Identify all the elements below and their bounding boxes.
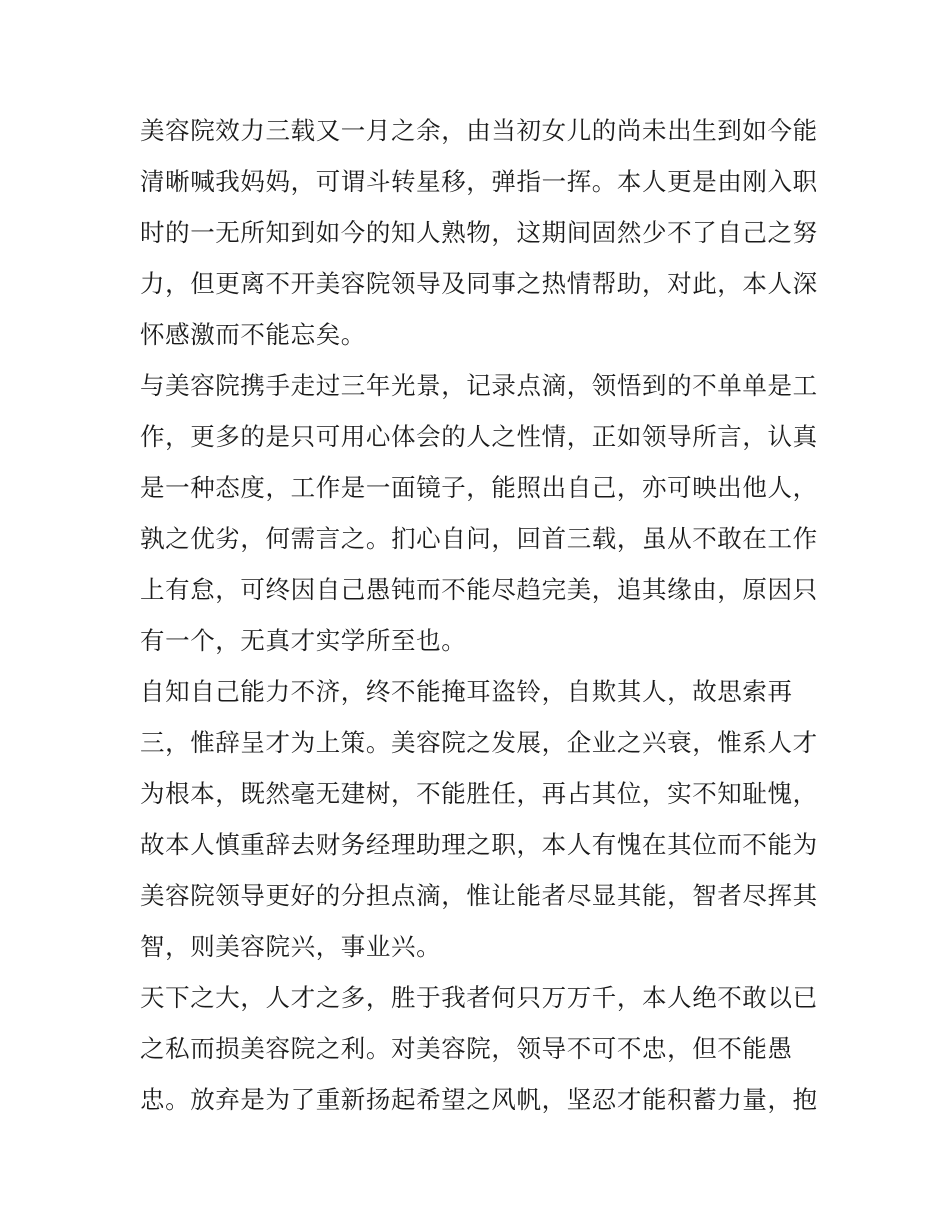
text-line: 忠。放弃是为了重新扬起希望之风帆，坚忍才能积蓄力量，抱	[140, 1085, 818, 1114]
text-line: 力，但更离不开美容院领导及同事之热情帮助，对此，本人深	[140, 269, 818, 298]
text-line: 美容院效力三载又一月之余，由当初女儿的尚未出生到如今能	[140, 116, 818, 145]
text-line: 美容院领导更好的分担点滴，惟让能者尽显其能，智者尽挥其	[140, 881, 818, 910]
text-line: 智，则美容院兴，事业兴。	[140, 932, 442, 961]
text-line: 怀感激而不能忘矣。	[140, 320, 366, 349]
text-line: 三，惟辞呈才为上策。美容院之发展，企业之兴衰，惟系人才	[140, 728, 818, 757]
text-line: 作，更多的是只可用心体会的人之性情，正如领导所言，认真	[140, 422, 818, 451]
text-line: 有一个，无真才实学所至也。	[140, 626, 467, 655]
text-line: 是一种态度，工作是一面镜子，能照出自己，亦可映出他人，	[140, 473, 818, 502]
text-line: 与美容院携手走过三年光景，记录点滴，领悟到的不单单是工	[140, 371, 818, 400]
text-line: 故本人慎重辞去财务经理助理之职，本人有愧在其位而不能为	[140, 830, 818, 859]
text-line: 之私而损美容院之利。对美容院，领导不可不忠，但不能愚	[140, 1034, 793, 1063]
text-line: 天下之大，人才之多，胜于我者何只万万千，本人绝不敢以已	[140, 983, 818, 1012]
text-line: 自知自己能力不济，终不能掩耳盗铃，自欺其人，故思索再	[140, 677, 793, 706]
letter-body	[140, 105, 820, 1125]
text-line: 为根本，既然毫无建树，不能胜任，再占其位，实不知耻愧，	[140, 779, 818, 808]
text-line: 时的一无所知到如今的知人熟物，这期间固然少不了自己之努	[140, 218, 818, 247]
text-line: 上有怠，可终因自己愚钝而不能尽趋完美，追其缘由，原因只	[140, 575, 818, 604]
text-line: 孰之优劣，何需言之。扪心自问，回首三载，虽从不敢在工作	[140, 524, 818, 553]
text-line: 清晰喊我妈妈，可谓斗转星移，弹指一挥。本人更是由刚入职	[140, 167, 818, 196]
